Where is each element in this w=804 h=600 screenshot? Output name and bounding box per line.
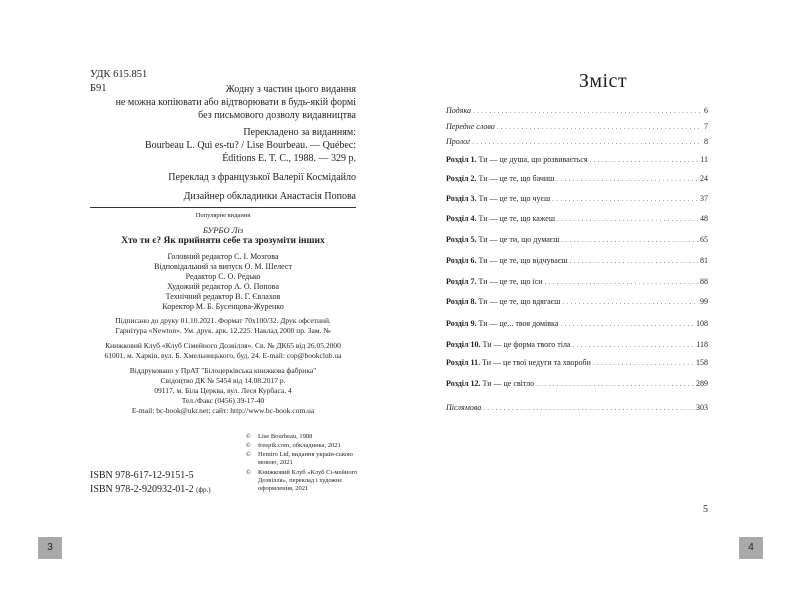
toc-entry[interactable] — [446, 120, 708, 133]
staff-line: Технічний редактор В. Г. Євлахов — [165, 292, 281, 301]
page-badge-left[interactable]: 3 — [38, 537, 62, 559]
toc-entry-label: Ти — це твої недуги та хвороби — [482, 358, 591, 367]
rights-notice-line: не можна копіювати або відтворювати в будь-якій формі — [115, 97, 356, 108]
isbn-french-note: (фр.) — [196, 486, 211, 494]
toc-leader — [556, 172, 698, 186]
toc-entry-page: 88 — [700, 277, 708, 286]
toc-entry-page: 48 — [700, 214, 708, 223]
toc-entry-label: Ти — це те, що їси — [478, 277, 543, 286]
chapter-number: Розділ 10. — [446, 340, 481, 349]
isbn-french — [90, 483, 211, 497]
toc-entry[interactable] — [446, 135, 708, 148]
copyright-entry — [246, 469, 366, 493]
staff-line: Художній редактор А. О. Попова — [167, 282, 279, 291]
toc-entry-label: Ти — це те, що вдягаєш — [478, 297, 561, 306]
translated-from-line: Перекладено за виданням: — [243, 127, 356, 138]
toc-entry-page: 7 — [704, 122, 708, 131]
toc-leader — [590, 153, 699, 167]
divider — [90, 207, 356, 208]
copyright-entry — [246, 442, 366, 450]
toc-entry-page: 158 — [696, 358, 708, 367]
toc-entry-label: Ти — це форма твого тіла — [482, 340, 571, 349]
toc-entry-page: 108 — [696, 319, 708, 328]
toc-entry-page: 118 — [696, 340, 708, 349]
bbk-code: Б91 — [90, 83, 107, 94]
toc-entry-page: 81 — [700, 256, 708, 265]
chapter-number: Розділ 8. — [446, 297, 477, 306]
publisher-line: Книжковий Клуб «Клуб Сімейного Дозвілля». Св. № ДК65 від 26.05.2000 — [105, 341, 341, 350]
chapter-number: Розділ 2. — [446, 174, 477, 183]
toc-leader — [536, 377, 694, 391]
toc-entry-label: Ти — це те, що кажеш — [478, 214, 555, 223]
chapter-number: Розділ 7. — [446, 277, 477, 286]
toc-leader — [560, 317, 694, 331]
toc-leader — [557, 212, 698, 226]
toc-entry[interactable] — [446, 356, 708, 369]
isbn-french-number: ISBN 978-2-920932-01-2 — [90, 484, 194, 495]
right-page — [402, 0, 804, 600]
toc-leader — [562, 295, 698, 309]
toc-leader — [569, 254, 698, 268]
toc-leader — [573, 338, 695, 352]
toc-leader — [483, 401, 694, 415]
copyright-symbol: © — [246, 442, 251, 449]
toc-entry-label: Ти — це те, що чуєш — [478, 194, 551, 203]
toc-leader — [497, 120, 702, 134]
printer-line: Віддруковано у ПрАТ "Білоцерківська книжкова фабрика" — [129, 366, 317, 375]
toc-entry[interactable] — [446, 275, 708, 288]
toc-entry[interactable] — [446, 401, 708, 414]
rights-notice-line: без письмового дозволу видавництва — [198, 110, 356, 121]
copyright-text: Lise Bourbeau, 1988 — [258, 433, 313, 440]
chapter-number: Розділ 9. — [446, 319, 477, 328]
toc-entry-page: 11 — [700, 155, 708, 164]
translated-from-line: Éditions E. T. C., 1988. — 329 p. — [222, 153, 356, 164]
toc-entry-label: Ти — це ти, що думаєш — [478, 235, 560, 244]
chapter-number: Розділ 1. — [446, 155, 477, 164]
toc-entry-label: Ти — це... твоя домівка — [478, 319, 559, 328]
toc-title: Зміст — [578, 70, 628, 92]
toc-entry-page: 289 — [696, 379, 708, 388]
toc-entry-label: Ти — це душа, що розвивається — [478, 155, 588, 164]
toc-entry-label: Післямова — [446, 403, 482, 412]
staff-line: Редактор С. О. Редько — [185, 272, 261, 281]
toc-entry-page: 24 — [700, 174, 708, 183]
staff-line: Коректор М. Б. Бусенцова-Журенко — [162, 302, 284, 311]
toc-entry[interactable] — [446, 104, 708, 117]
toc-entry-label: Ти — це те, що відчуваєш — [478, 256, 568, 265]
copyright-text: freepik.com, обкладинка, 2021 — [258, 442, 341, 449]
chapter-number: Розділ 3. — [446, 194, 477, 203]
printer-line: E-mail: bc-book@ukr.net; сайт: http://www.bc-book.com.ua — [131, 406, 315, 415]
translator-credit: Переклад з французької Валерії Космідайло — [168, 172, 356, 183]
toc-entry[interactable] — [446, 192, 708, 205]
toc-entry[interactable] — [446, 233, 708, 246]
toc-leader — [561, 233, 698, 247]
toc-entry-label: Ти — це світло — [482, 379, 535, 388]
rights-notice-line: Жодну з частин цього видання — [225, 84, 356, 95]
toc-entry-page: 37 — [700, 194, 708, 203]
chapter-number: Розділ 6. — [446, 256, 477, 265]
copyright-entry — [246, 433, 366, 441]
chapter-number: Розділ 12. — [446, 379, 481, 388]
copyright-text: Hemiro Ltd, видання україн-ською мовою, 2021 — [258, 451, 353, 466]
print-info-line: Гарнітура «Newton». Ум. друк. арк. 12,225. Наклад 2000 пр. Зам. № — [115, 326, 331, 335]
chapter-number: Розділ 5. — [446, 235, 477, 244]
designer-credit: Дизайнер обкладинки Анастасія Попова — [183, 191, 356, 202]
publisher-line: 61001, м. Харків, вул. Б. Хмельницького, буд. 24. E-mail: cop@bookclub.ua — [104, 351, 342, 360]
series-label: Популярне видання — [195, 212, 251, 219]
toc-entry-label: Пролог — [446, 137, 471, 146]
copyright-entry — [246, 451, 366, 467]
copyright-text: Книжковий Клуб «Клуб Сі-мейного Дозвілля», переклад і художнє оформлення, 2021 — [258, 469, 358, 492]
chapter-number: Розділ 11. — [446, 358, 481, 367]
toc-entry[interactable] — [446, 172, 708, 185]
toc-leader — [472, 135, 702, 149]
staff-line: Головний редактор С. І. Мозгова — [167, 252, 279, 261]
toc-leader — [593, 356, 694, 370]
toc-entry-page: 303 — [696, 403, 708, 412]
toc-entry[interactable] — [446, 377, 708, 390]
toc-entry[interactable] — [446, 338, 708, 351]
toc-entry[interactable] — [446, 212, 708, 225]
toc-entry-page: 6 — [704, 106, 708, 115]
toc-entry-page: 65 — [700, 235, 708, 244]
toc-entry[interactable] — [446, 295, 708, 308]
toc-entry-page: 99 — [700, 297, 708, 306]
toc-entry-label: Передне слово — [446, 122, 495, 131]
toc-entry-page: 8 — [704, 137, 708, 146]
printer-line: Тел./Факс (0456) 39-17-40 — [181, 396, 265, 405]
page-badge-right[interactable]: 4 — [739, 537, 763, 559]
isbn-ukrainian: ISBN 978-617-12-9151-5 — [90, 470, 194, 481]
chapter-number: Розділ 4. — [446, 214, 477, 223]
book-title: Хто ти є? Як прийняти себе та зрозуміти інших — [121, 236, 325, 246]
toc-entry-label: Подяка — [446, 106, 471, 115]
toc-entry[interactable] — [446, 153, 708, 166]
toc-entry[interactable] — [446, 254, 708, 267]
copyright-symbol: © — [246, 433, 251, 440]
printer-line: 09117, м. Біла Церква, вул. Леся Курбаса, 4 — [154, 386, 292, 395]
printer-line: Свідоцтво ДК № 5454 від 14.08.2017 р. — [160, 376, 286, 385]
print-info-line: Підписано до друку 01.10.2021. Формат 70x100/32. Друк офсетний. — [115, 316, 331, 325]
toc-leader — [473, 104, 702, 118]
copyright-symbol: © — [246, 451, 251, 458]
copyright-symbol: © — [246, 469, 251, 476]
printed-page-number: 5 — [703, 504, 708, 515]
toc-entry-label: Ти — це те, що бачиш — [478, 174, 555, 183]
translated-from-line: Bourbeau L. Qui es-tu? / Lise Bourbeau. — Québec: — [144, 140, 356, 151]
toc-leader — [552, 192, 698, 206]
toc-entry[interactable] — [446, 317, 708, 330]
toc-leader — [545, 275, 698, 289]
author-name: БУРБО Ліз — [202, 225, 244, 235]
udk-code: УДК 615.851 — [90, 69, 148, 80]
staff-line: Відповідальний за випуск О. М. Шелест — [154, 262, 292, 271]
